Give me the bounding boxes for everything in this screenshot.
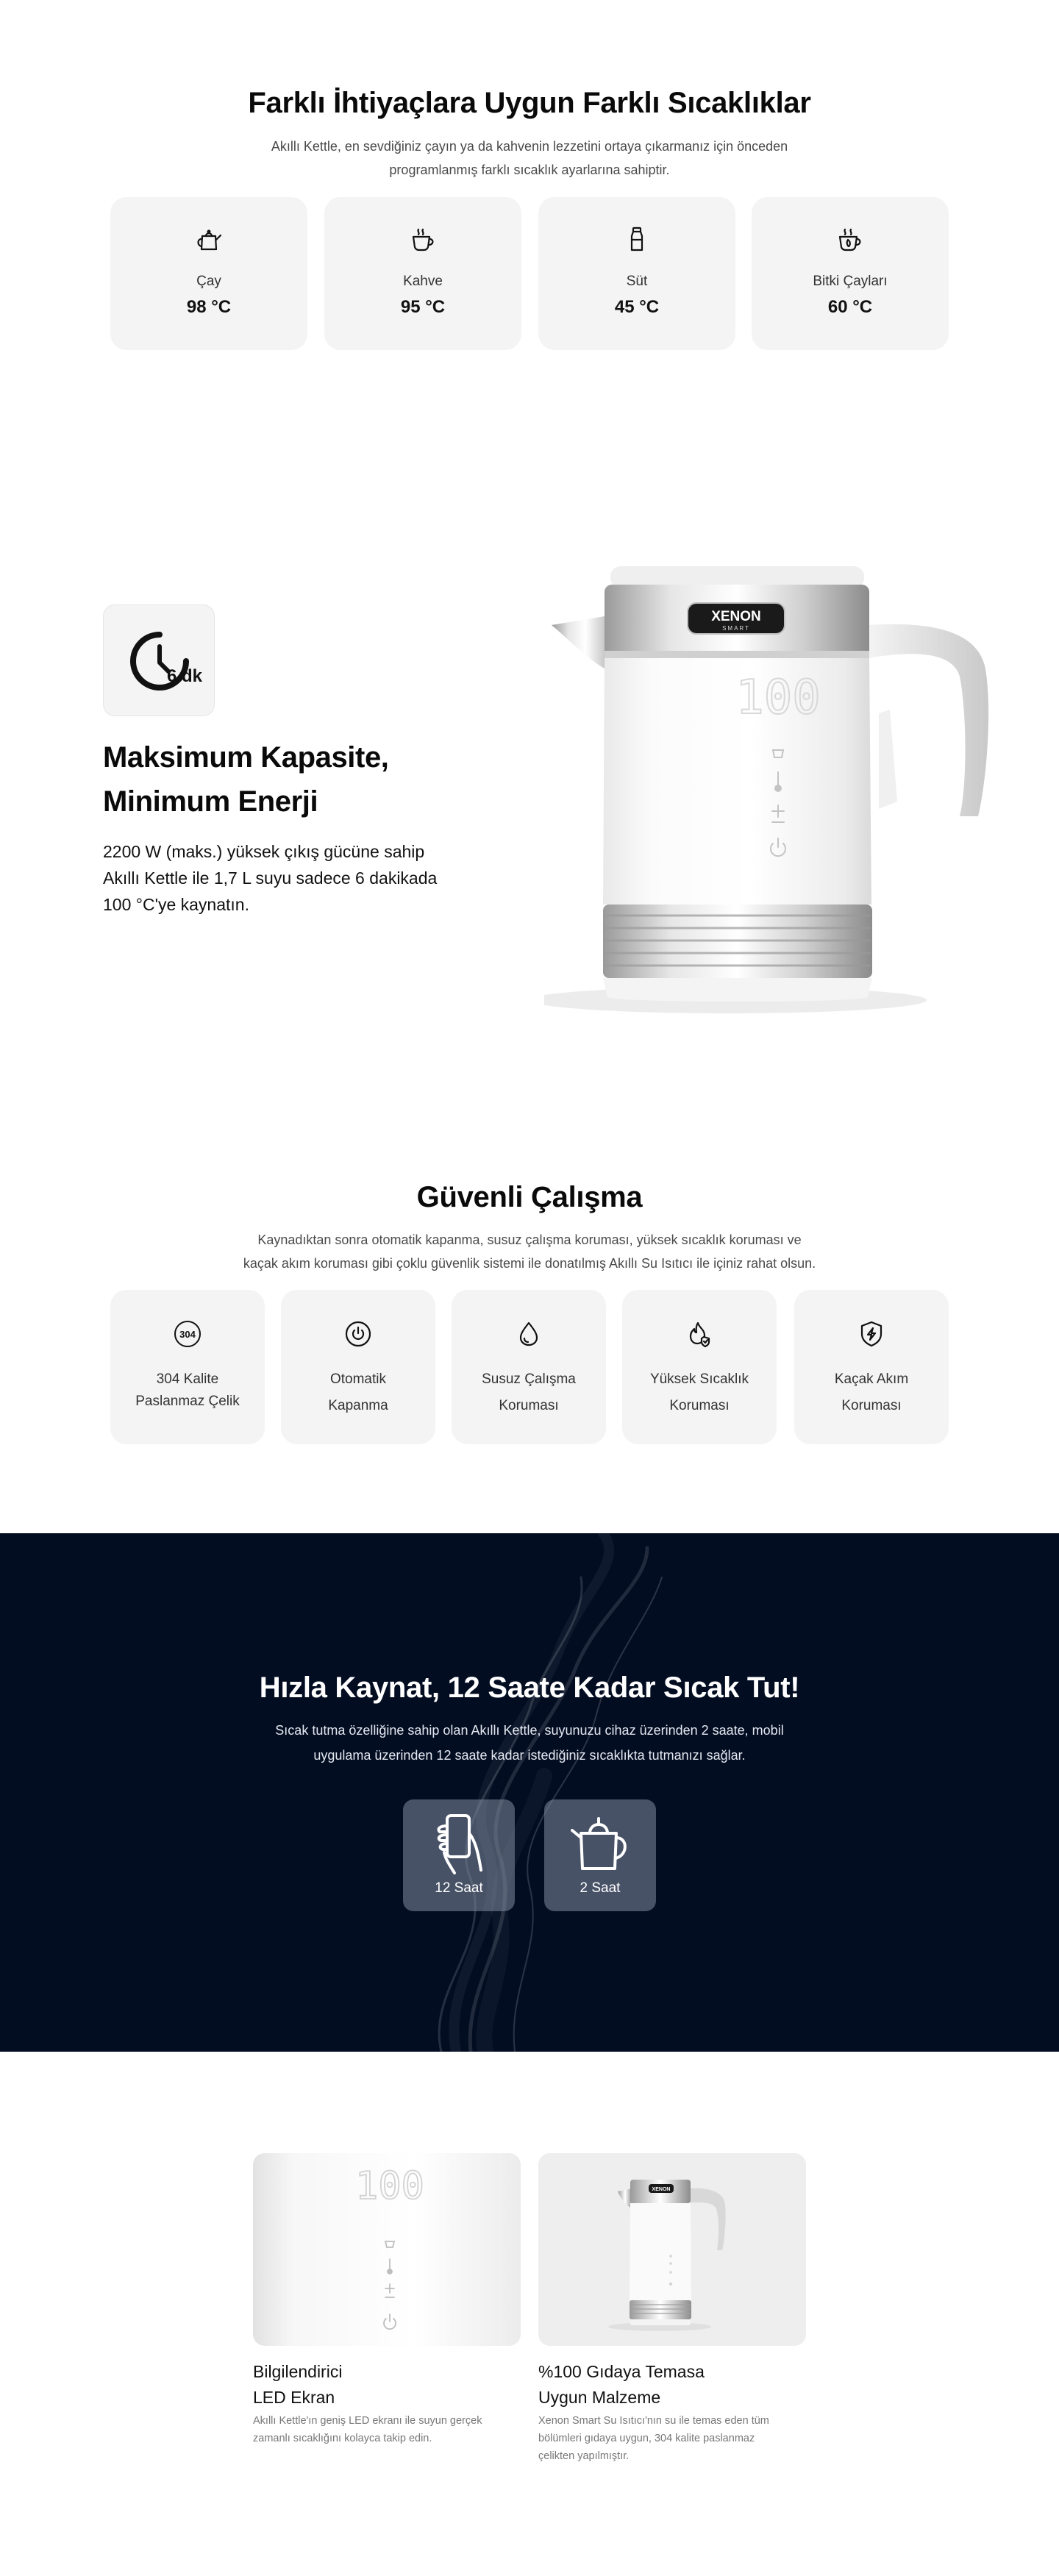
capacity-text-line3: 100 °C'ye kaynatın. — [103, 895, 249, 914]
kettle-icon — [571, 1811, 630, 1876]
feature-food-grade-title-line1: %100 Gıdaya Temasa — [538, 2362, 705, 2381]
capacity-title — [103, 735, 389, 824]
temperature-section — [0, 0, 1059, 412]
feature-food-grade-title — [538, 2359, 705, 2411]
capacity-text — [103, 838, 456, 918]
safety-card-label-line1: 304 Kalite — [156, 1371, 219, 1387]
small-kettle-brand: XENON — [652, 2187, 671, 2192]
safety-card-auto-off — [281, 1290, 435, 1444]
capacity-title-line1: Maksimum Kapasite, — [103, 741, 389, 774]
capacity-text-line1: 2200 W (maks.) yüksek çıkış gücüne sahip — [103, 842, 425, 861]
steel-304-badge: 304 — [179, 1329, 196, 1340]
feature-food-grade-text-line1: Xenon Smart Su Isıtıcı'nın su ile temas eden tüm — [538, 2415, 769, 2427]
keep-warm-app-card — [403, 1799, 515, 1911]
steel-304-icon — [173, 1319, 202, 1349]
feature-led-title-line2: LED Ekran — [253, 2388, 335, 2407]
lightning-shield-icon — [857, 1319, 886, 1349]
water-drop-icon — [514, 1319, 543, 1349]
safety-card-label-line1: Susuz Çalışma — [482, 1371, 576, 1387]
food-grade-kettle-image — [538, 2153, 806, 2346]
temp-card-name: Süt — [626, 274, 648, 289]
temp-card-name: Kahve — [403, 274, 443, 289]
temp-card-value: 98 °C — [186, 297, 232, 317]
safety-subtitle-line2: kaçak akım koruması gibi çoklu güvenlik sistemi ile donatılmış Akıllı Su Isıtıcı ile içiniz rahat olsun. — [243, 1256, 816, 1271]
kettle-brand-sub: SMART — [722, 625, 750, 632]
feature-food-grade-text — [538, 2412, 788, 2465]
phone-hand-icon — [429, 1811, 488, 1876]
features-section — [0, 2052, 1059, 2576]
keep-warm-device-card — [544, 1799, 656, 1911]
temp-card-tea — [110, 197, 307, 350]
feature-food-grade-title-line2: Uygun Malzeme — [538, 2388, 661, 2407]
temp-card-coffee — [324, 197, 521, 350]
steam-background — [0, 1533, 1059, 2052]
boil-time-label: 6 dk — [166, 666, 203, 686]
temp-card-value: 60 °C — [827, 297, 873, 317]
safety-card-label — [630, 1366, 769, 1419]
safety-card-label — [118, 1366, 257, 1415]
temp-card-name: Çay — [196, 274, 221, 289]
safety-card-label-line2: Paslanmaz Çelik — [135, 1394, 240, 1409]
timer-icon — [104, 605, 215, 717]
capacity-title-line2: Minimum Enerji — [103, 785, 318, 818]
led-display-image — [253, 2153, 521, 2346]
safety-card-label-line1: Kaçak Akım — [834, 1371, 909, 1387]
keep-warm-subtitle-line2: uygulama üzerinden 12 saate kadar istediğiniz sıcaklıkta tutmanızı sağlar. — [313, 1748, 746, 1763]
temp-card-name: Bitki Çayları — [813, 274, 888, 289]
kettle-display: 100 — [735, 671, 821, 725]
flame-shield-icon — [685, 1319, 714, 1349]
temp-card-value: 95 °C — [400, 297, 446, 317]
temp-card-value: 45 °C — [614, 297, 660, 317]
safety-card-leakage — [794, 1290, 949, 1444]
keep-warm-subtitle-line1: Sıcak tutma özelliğine sahip olan Akıllı Kettle, suyunuzu cihaz üzerinden 2 saate, mobil — [275, 1723, 784, 1738]
safety-card-label — [459, 1366, 599, 1419]
feature-led-text — [253, 2412, 503, 2447]
safety-card-dry-run — [452, 1290, 606, 1444]
kettle-product-image — [544, 493, 1000, 1037]
safety-card-label — [288, 1366, 428, 1419]
keep-warm-section — [0, 1533, 1059, 2052]
safety-card-label-line2: Koruması — [499, 1398, 559, 1413]
safety-subtitle-line1: Kaynadıktan sonra otomatik kapanma, susuz çalışma koruması, yüksek sıcaklık koruması ve — [257, 1232, 802, 1247]
safety-card-label-line1: Otomatik — [329, 1371, 387, 1387]
capacity-section — [0, 412, 1059, 1118]
temperature-subtitle-line1: Akıllı Kettle, en sevdiğiniz çayın ya da kahvenin lezzetini ortaya çıkarmanız için önceden — [271, 139, 788, 154]
kettle-brand: XENON — [711, 609, 761, 624]
feature-led-text-line2: zamanlı sıcaklığını kolayca takip edin. — [253, 2433, 432, 2444]
safety-card-label-line2: Kapanma — [328, 1398, 388, 1413]
safety-card-steel — [110, 1290, 265, 1444]
feature-led-title — [253, 2359, 342, 2411]
keep-warm-device-label: 2 Saat — [580, 1880, 621, 1896]
safety-card-label-line2: Koruması — [669, 1398, 730, 1413]
safety-card-high-temp — [622, 1290, 777, 1444]
safety-card-label — [802, 1366, 941, 1419]
safety-card-label-line1: Yüksek Sıcaklık — [649, 1371, 749, 1387]
feature-led-text-line1: Akıllı Kettle'ın geniş LED ekranı ile suyun gerçek — [253, 2415, 482, 2427]
led-display-value: 100 — [355, 2164, 424, 2208]
temperature-title: Farklı İhtiyaçlara Uygun Farklı Sıcaklıklar — [248, 87, 811, 119]
auto-off-icon — [343, 1319, 373, 1349]
teapot-icon — [194, 225, 224, 254]
feature-food-grade-text-line3: çelikten yapılmıştır. — [538, 2450, 630, 2462]
feature-led-title-line1: Bilgilendirici — [253, 2362, 343, 2381]
boil-time-badge — [103, 604, 215, 716]
safety-section — [0, 1118, 1059, 1533]
temp-card-herbal — [752, 197, 949, 350]
milk-bottle-icon — [622, 225, 652, 254]
keep-warm-app-label: 12 Saat — [435, 1880, 483, 1896]
herbal-tea-icon — [835, 225, 865, 254]
feature-food-grade-text-line2: bölümleri gıdaya uygun, 304 kalite paslanmaz — [538, 2433, 755, 2444]
safety-title: Güvenli Çalışma — [416, 1181, 643, 1213]
temperature-subtitle-line2: programlanmış farklı sıcaklık ayarlarına sahiptir. — [389, 163, 670, 177]
keep-warm-title: Hızla Kaynat, 12 Saate Kadar Sıcak Tut! — [259, 1671, 800, 1704]
coffee-cup-icon — [408, 225, 438, 254]
capacity-text-line2: Akıllı Kettle ile 1,7 L suyu sadece 6 dakikada — [103, 868, 438, 888]
temp-card-milk — [538, 197, 735, 350]
safety-card-label-line2: Koruması — [841, 1398, 902, 1413]
